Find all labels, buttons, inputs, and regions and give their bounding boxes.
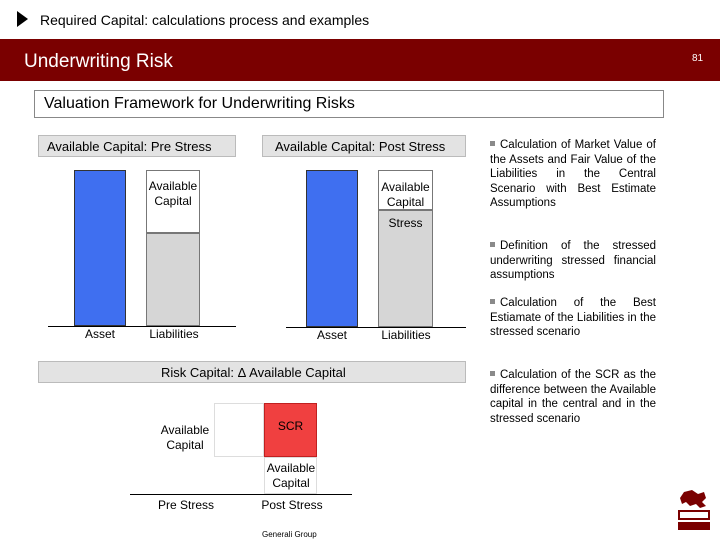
pre-stress-asset-label: Asset: [84, 327, 115, 341]
post-stress-stress-label: Stress: [388, 216, 423, 230]
risk-capital-panel-header: [38, 361, 466, 383]
generali-lion-logo-icon: [676, 488, 712, 532]
risk-post-capital-label: Available Capital: [266, 461, 316, 490]
pre-stress-panel-header: [38, 135, 236, 157]
footer-text: Generali Group: [262, 530, 317, 539]
post-stress-capital-label: Available Capital: [381, 180, 430, 209]
risk-pre-stress-label: Pre Stress: [157, 498, 214, 512]
risk-capital-panel-title: Risk Capital: Δ Available Capital: [161, 365, 346, 380]
slide-title: Underwriting Risk: [24, 51, 173, 72]
pre-stress-liabilities-label: Liabilities: [149, 327, 199, 341]
bullet-item: Calculation of Market Value of the Assets and Fair Value of the Liabilities in the Central Scenario with Best Estimate Assumptions: [490, 139, 656, 209]
square-bullet-icon: [490, 299, 495, 304]
pre-stress-asset-bar: [74, 170, 126, 326]
post-stress-asset-bar: [306, 170, 358, 327]
post-stress-asset-label: Asset: [316, 328, 347, 342]
page-number: 81: [692, 53, 704, 64]
risk-post-stress-label: Post Stress: [261, 498, 323, 512]
post-stress-panel-title: Available Capital: Post Stress: [275, 139, 446, 154]
header-bullet-icon: [17, 11, 28, 27]
pre-stress-liabilities-bar: [146, 233, 200, 326]
page-header-title: Required Capital: calculations process and examples: [40, 12, 370, 28]
bullet-item: Calculation of the SCR as the difference between the Available capital in the central and in the stressed scenario: [490, 369, 656, 425]
square-bullet-icon: [490, 242, 495, 247]
pre-stress-capital-label: Available Capital: [148, 179, 198, 208]
post-stress-panel-header: [262, 135, 466, 157]
risk-baseline: [130, 494, 352, 495]
square-bullet-icon: [490, 371, 495, 376]
bullet-item: Calculation of the Best Estiamate of the Liabilities in the stressed scenario: [490, 297, 656, 338]
square-bullet-icon: [490, 141, 495, 146]
risk-pre-capital-label: Available Capital: [160, 423, 210, 452]
pre-stress-capital-block: [214, 403, 264, 457]
scr-label: SCR: [277, 419, 304, 433]
framework-title: Valuation Framework for Underwriting Risks: [44, 95, 355, 112]
bullet-item: Definition of the stressed underwriting stressed financial assumptions: [490, 240, 656, 281]
pre-stress-panel-title: Available Capital: Pre Stress: [47, 139, 212, 154]
post-stress-liabilities-label: Liabilities: [381, 328, 431, 342]
